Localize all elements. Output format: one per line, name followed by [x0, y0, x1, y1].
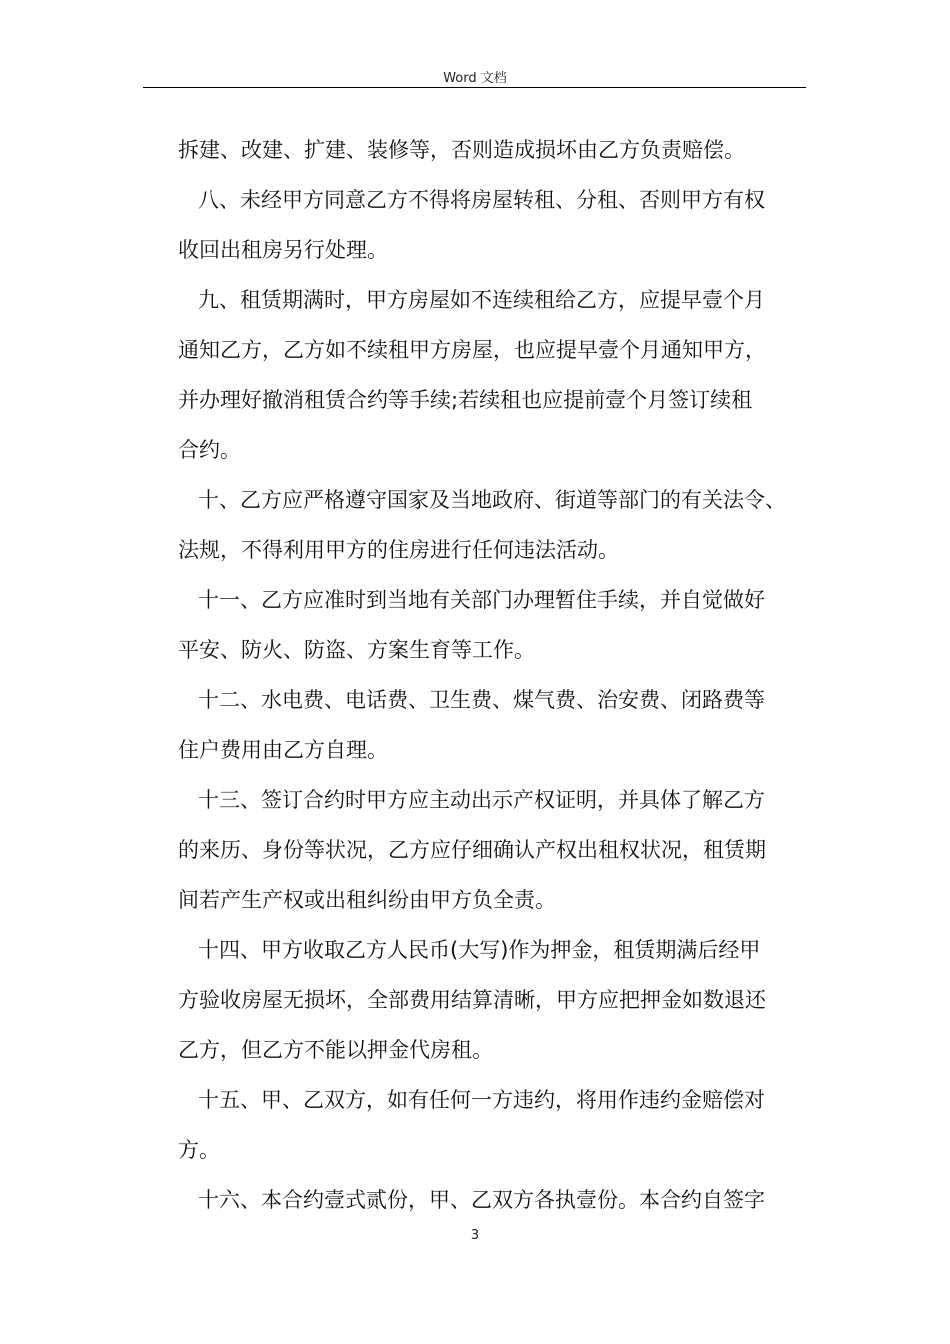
body-line: 八、未经甲方同意乙方不得将房屋转租、分租、否则甲方有权 [198, 188, 765, 212]
page-number: 3 [470, 1228, 480, 1243]
body-line: 间若产生产权或出租纠纷由甲方负全责。 [178, 888, 556, 912]
body-line: 的来历、身份等状况，乙方应仔细确认产权出租权状况，租赁期 [178, 838, 766, 862]
body-line: 并办理好撤消租赁合约等手续;若续租也应提前壹个月签订续租 [178, 388, 753, 412]
document-body [178, 125, 818, 1225]
body-line: 方。 [178, 1138, 220, 1162]
body-line: 平安、防火、防盗、方案生育等工作。 [178, 638, 535, 662]
body-line: 十六、本合约壹式贰份，甲、乙双方各执壹份。本合约自签字 [198, 1188, 765, 1212]
body-line: 合约。 [178, 438, 241, 462]
body-line: 方验收房屋无损坏，全部费用结算清晰，甲方应把押金如数退还 [178, 988, 766, 1012]
body-line: 十三、签订合约时甲方应主动出示产权证明，并具体了解乙方 [198, 788, 765, 812]
body-line: 十五、甲、乙双方，如有任何一方违约，将用作违约金赔偿对 [198, 1088, 765, 1112]
body-line: 乙方，但乙方不能以押金代房租。 [178, 1038, 493, 1062]
body-line: 九、租赁期满时，甲方房屋如不连续租给乙方，应提早壹个月 [198, 288, 765, 312]
header-divider [143, 87, 806, 88]
body-line: 拆建、改建、扩建、装修等，否则造成损坏由乙方负责赔偿。 [178, 138, 745, 162]
body-line: 收回出租房另行处理。 [178, 238, 388, 262]
body-line: 十一、乙方应准时到当地有关部门办理暂住手续，并自觉做好 [198, 588, 765, 612]
body-line: 十二、水电费、电话费、卫生费、煤气费、治安费、闭路费等 [198, 688, 765, 712]
body-line: 住户费用由乙方自理。 [178, 738, 388, 762]
body-line: 十、乙方应严格遵守国家及当地政府、街道等部门的有关法令、 [198, 488, 786, 512]
page-header-title: Word 文档 [443, 71, 507, 86]
body-line: 通知乙方，乙方如不续租甲方房屋，也应提早壹个月通知甲方， [178, 338, 766, 362]
body-line: 法规，不得利用甲方的住房进行任何违法活动。 [178, 538, 619, 562]
body-line: 十四、甲方收取乙方人民币(大写)作为押金，租赁期满后经甲 [198, 938, 761, 962]
